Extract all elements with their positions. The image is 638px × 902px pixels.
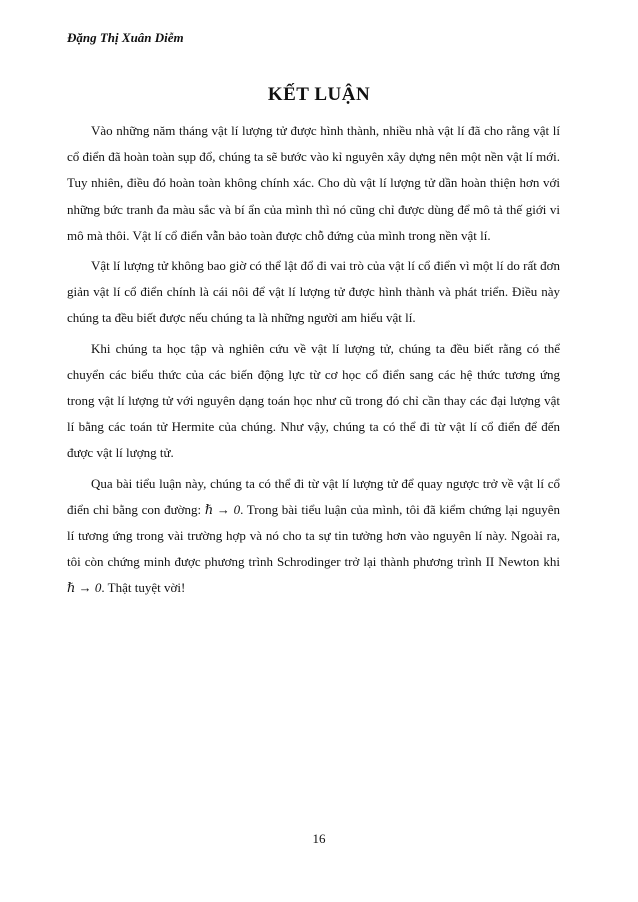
paragraph-3: Khi chúng ta học tập và nghiên cứu về vật lí lượng tử, chúng ta đều biết rằng có thể chuyển các biểu thức của các biến động lực từ cơ học cổ điển sang các hệ thức tương ứng trong vật lí lượng tử với nguyên dạng toán học như cũ trong đó chỉ cần thay các đại lượng vật lí bằng các toán tử Hermite của chúng. Như vậy, chúng ta có thể đi từ vật lí cổ điển để đến được vật lí lượng tử. <box>67 340 560 461</box>
paragraph-4 <box>67 471 560 602</box>
paragraph-4-part-1: Qua bài tiểu luận này, chúng ta có thể đi từ vật lí lượng tử để quay ngược trở về vật lí cổ điển chỉ bằng con đường: <box>67 475 560 517</box>
page-number: 16 <box>312 831 326 846</box>
body-text <box>67 118 560 606</box>
paragraph-4-part-2: . Trong bài tiểu luận của mình, tôi đã kiểm chứng lại nguyên lí tương ứng trong vài trường hợp và nó cho ta sự tin tưởng hơn vào nguyên lí này. Ngoài ra, tôi còn chứng minh được phương trình Schrodinger trở lại thành phương trình II Newton khi <box>67 501 561 570</box>
paragraph-1: Vào những năm tháng vật lí lượng tử được hình thành, nhiều nhà vật lí đã cho rằng vật lí cổ điển đã hoàn toàn sụp đổ, chúng ta sẽ bước vào kỉ nguyên xây dựng nên một nền vật lí mới. Tuy nhiên, điều đó hoàn toàn không chính xác. Cho dù vật lí lượng tử dần hoàn thiện hơn với những bức tranh đa màu sắc và bí ẩn của mình thì nó cũng chỉ được dùng để mô tả thế giới vi mô mà thôi. Vật lí cổ điển vẫn bảo toàn được chỗ đứng của mình trong nền vật lí. <box>67 123 560 243</box>
page-title: KẾT LUẬN <box>267 84 371 105</box>
paragraph-2: Vật lí lượng tử không bao giờ có thể lật đổ đi vai trò của vật lí cổ điển vì một lí do rất đơn giản vật lí cổ điển chính là cái nôi để vật lí lượng tử được hình thành và phát triển. Điều này chúng ta đều biết được nếu chúng ta là những người am hiểu vật lí. <box>67 258 560 326</box>
author-header: Đặng Thị Xuân Diễm <box>67 30 184 45</box>
equation-hbar-limit: ℏ → 0 <box>204 501 241 517</box>
equation-hbar-limit-2: ℏ → 0 <box>67 580 102 596</box>
paragraph-4-part-3: . Thật tuyệt vời! <box>101 580 186 596</box>
